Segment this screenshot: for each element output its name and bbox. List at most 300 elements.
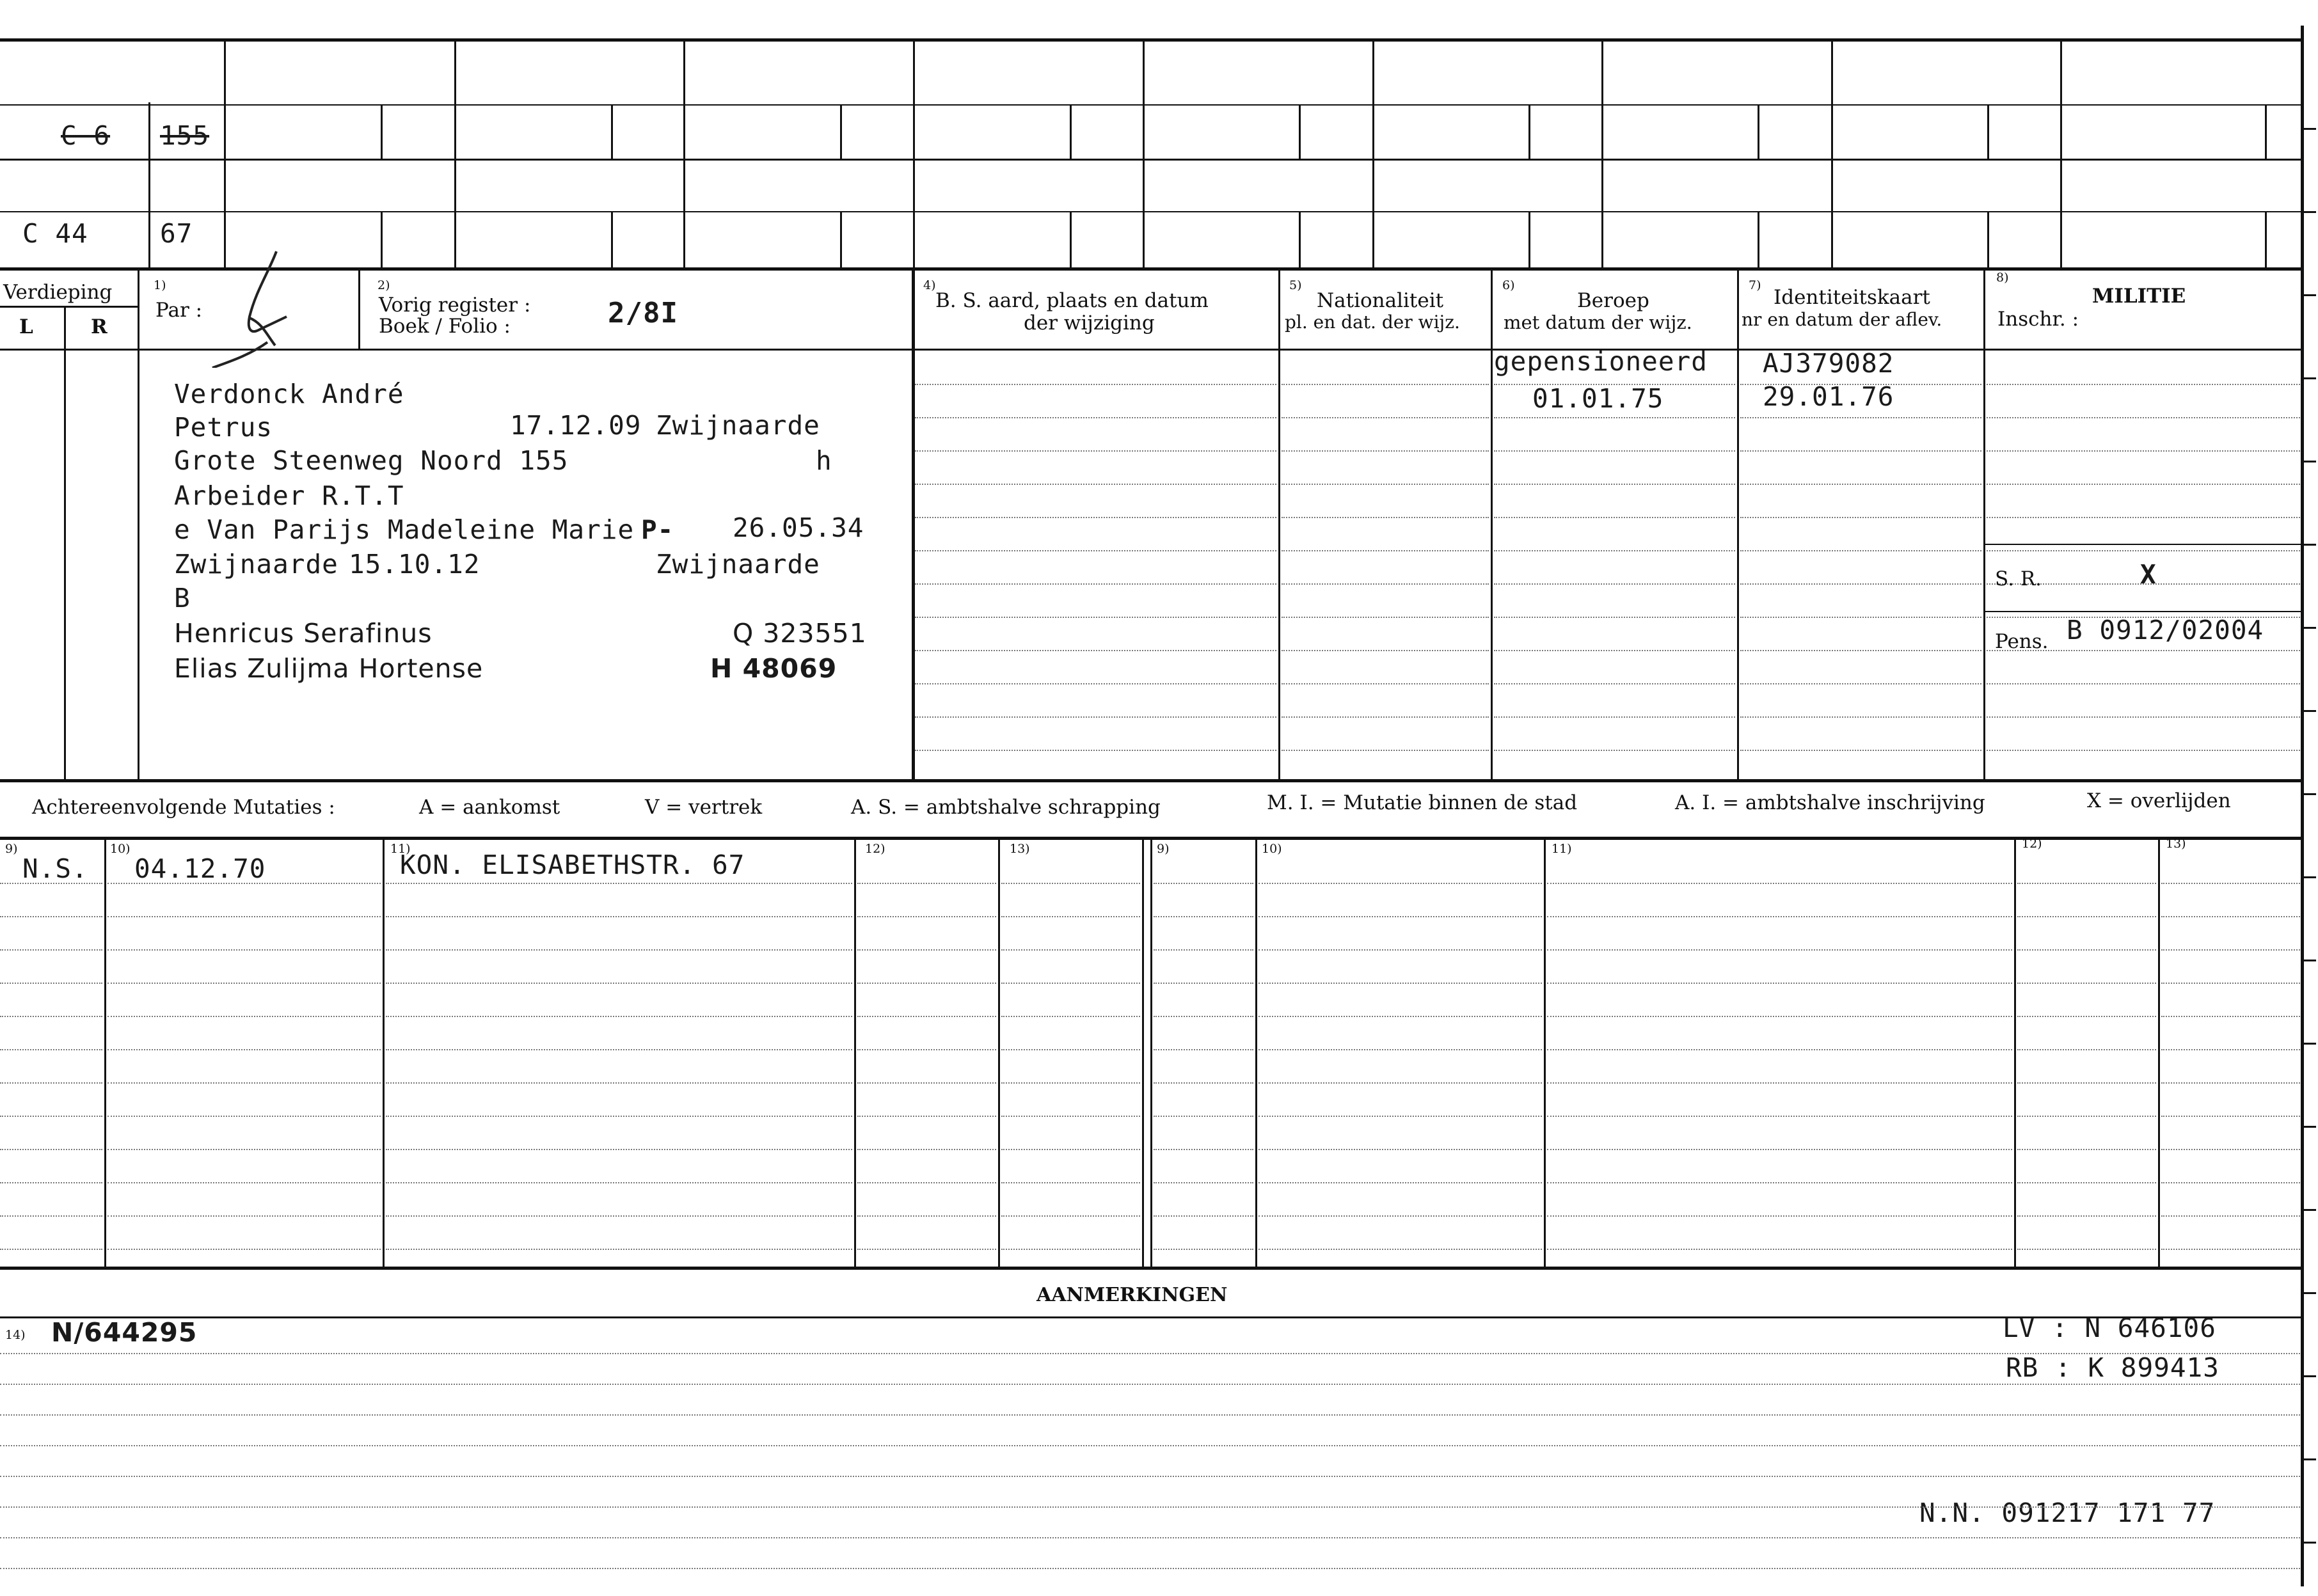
- grid-line: [0, 349, 2303, 351]
- ruling-line: [0, 1149, 102, 1150]
- grid-line: [224, 38, 226, 269]
- ruling-line: [1282, 617, 1489, 618]
- grid-line: [138, 269, 139, 780]
- ruling-line: [2161, 1249, 2300, 1250]
- edge-tick: [2302, 627, 2316, 629]
- ruling-line: [1494, 617, 1735, 618]
- ruling-line: [107, 883, 381, 884]
- ruling-line: [0, 916, 102, 917]
- ruling-line: [915, 484, 1276, 485]
- ruling-line: [0, 1353, 2300, 1354]
- ruling-line: [1001, 1182, 1140, 1183]
- grid-line: [0, 38, 2303, 42]
- ruling-line: [1494, 484, 1735, 485]
- sr-label: S. R.: [1995, 567, 2042, 590]
- edge-tick: [2302, 960, 2316, 961]
- verdieping-l: L: [19, 315, 33, 338]
- ruling-line: [1987, 716, 2300, 718]
- nat-header-line1: Nationaliteit: [1317, 289, 1444, 312]
- edge-tick: [2302, 1542, 2316, 1544]
- ruling-line: [1154, 1182, 1253, 1183]
- ruling-line: [1740, 417, 1981, 418]
- id-header-line2: nr en datum der aflev.: [1742, 309, 1942, 330]
- ruling-line: [1987, 517, 2300, 518]
- ruling-line: [1154, 883, 1253, 884]
- col-12b-label: 12): [2022, 837, 2042, 851]
- ruling-line: [2017, 1249, 2156, 1250]
- ruling-line: [1547, 1016, 2012, 1017]
- edge-tick: [2302, 710, 2316, 712]
- ruling-line: [1740, 617, 1981, 618]
- grid-line: [381, 211, 383, 267]
- grid-line: [854, 838, 856, 1270]
- ruling-line: [1740, 750, 1981, 751]
- ruling-line: [386, 983, 852, 984]
- grid-line: [2060, 38, 2062, 269]
- edge-tick: [2302, 876, 2316, 878]
- beroep-value: gepensioneerd: [1494, 346, 1708, 377]
- grid-line: [1983, 611, 2303, 612]
- ruling-line: [857, 883, 996, 884]
- ruling-line: [1154, 1016, 1253, 1017]
- edge-tick: [2302, 1043, 2316, 1045]
- ruling-line: [1494, 583, 1735, 585]
- ruling-line: [1258, 883, 1542, 884]
- ruling-line: [1258, 1049, 1542, 1050]
- mother-name: Elias Zulijma Hortense: [174, 653, 484, 684]
- ruling-line: [386, 1249, 852, 1250]
- col-9b-label: 9): [1157, 842, 1170, 856]
- ruling-line: [1987, 384, 2300, 385]
- ruling-line: [857, 1049, 996, 1050]
- ruling-line: [107, 983, 381, 984]
- ruling-line: [0, 1016, 102, 1017]
- edge-tick: [2302, 211, 2316, 213]
- grid-line: [0, 211, 2303, 212]
- ruling-line: [1494, 417, 1735, 418]
- ruling-line: [1740, 550, 1981, 551]
- grid-line: [104, 838, 106, 1270]
- ruling-line: [1547, 1149, 2012, 1150]
- ruling-line: [1258, 1116, 1542, 1117]
- ruling-line: [1494, 517, 1735, 518]
- ruling-line: [2161, 1215, 2300, 1217]
- grid-line: [1150, 838, 1152, 1270]
- ruling-line: [386, 1082, 852, 1084]
- ruling-line: [0, 1445, 2300, 1446]
- ruling-line: [1494, 650, 1735, 651]
- person-firstname: Petrus: [174, 412, 273, 443]
- ruling-line: [915, 650, 1276, 651]
- edge-tick: [2302, 1458, 2316, 1460]
- ruling-line: [857, 1082, 996, 1084]
- grid-line: [454, 38, 456, 269]
- ruling-line: [1740, 650, 1981, 651]
- ruling-line: [2161, 1116, 2300, 1117]
- grid-line: [0, 267, 2303, 271]
- ruling-line: [1154, 1082, 1253, 1084]
- grid-line: [0, 1267, 2303, 1270]
- ruling-line: [1740, 583, 1981, 585]
- aanmerkingen-value: N/644295: [51, 1317, 198, 1348]
- pens-value: B 0912/02004: [2067, 615, 2264, 645]
- ruling-line: [386, 1215, 852, 1217]
- legend-overlijden: X = overlijden: [2087, 789, 2231, 812]
- ruling-line: [1001, 1016, 1140, 1017]
- grid-line: [1372, 38, 1374, 269]
- ruling-line: [1258, 1016, 1542, 1017]
- ruling-line: [1258, 983, 1542, 984]
- ruling-line: [0, 1384, 2300, 1385]
- aanmerkingen-title: AANMERKINGEN: [1036, 1284, 1228, 1306]
- spouse-birth-date: 26.05.34: [733, 512, 864, 543]
- ruling-line: [2017, 916, 2156, 917]
- ruling-line: [107, 916, 381, 917]
- ruling-line: [857, 983, 996, 984]
- grid-line: [1983, 544, 2303, 545]
- ruling-line: [2161, 983, 2300, 984]
- ruling-line: [1987, 450, 2300, 452]
- card-edge: [2301, 26, 2304, 1586]
- grid-line: [1142, 838, 1144, 1270]
- ruling-line: [1740, 484, 1981, 485]
- father-name: Henricus Serafinus: [174, 618, 433, 649]
- ruling-line: [2017, 1149, 2156, 1150]
- grid-line: [840, 104, 842, 159]
- ruling-line: [915, 716, 1276, 718]
- ruling-line: [2161, 949, 2300, 951]
- identity-card-date: 29.01.76: [1763, 381, 1894, 412]
- ruling-line: [1547, 1116, 2012, 1117]
- grid-line: [1737, 269, 1739, 780]
- rb-number: RB : K 899413: [2006, 1352, 2219, 1383]
- ruling-line: [915, 417, 1276, 418]
- person-address: Grote Steenweg Noord 155: [174, 445, 569, 476]
- legend-mutatie-stad: M. I. = Mutatie binnen de stad: [1267, 791, 1578, 814]
- ruling-line: [0, 1049, 102, 1050]
- ruling-line: [0, 949, 102, 951]
- mutaties-title: Achtereenvolgende Mutaties :: [32, 796, 335, 819]
- ruling-line: [1258, 1082, 1542, 1084]
- col-13-label: 13): [1010, 842, 1030, 856]
- edge-tick: [2302, 1126, 2316, 1128]
- grid-line: [840, 211, 842, 267]
- edge-tick: [2302, 1292, 2316, 1294]
- edge-tick: [2302, 377, 2316, 379]
- ruling-line: [1547, 1049, 2012, 1050]
- ruling-line: [1547, 1215, 2012, 1217]
- ruling-line: [1154, 983, 1253, 984]
- col-13b-label: 13): [2166, 837, 2186, 851]
- grid-line: [64, 306, 66, 779]
- ruling-line: [1282, 484, 1489, 485]
- ruling-line: [915, 750, 1276, 751]
- spouse-birth-place: Zwijnaarde: [174, 549, 338, 580]
- col-12-label: 12): [865, 842, 885, 856]
- ruling-line: [386, 916, 852, 917]
- ruling-line: [2161, 1082, 2300, 1084]
- par-number: 1): [154, 278, 166, 292]
- ruling-line: [386, 1149, 852, 1150]
- ruling-line: [1282, 583, 1489, 585]
- ruling-line: [107, 1082, 381, 1084]
- ruling-line: [1001, 1215, 1140, 1217]
- ruling-line: [1282, 384, 1489, 385]
- bs-header-line2: der wijziging: [1024, 312, 1155, 335]
- col-11-label: 11): [390, 842, 411, 856]
- col-11b-label: 11): [1552, 842, 1572, 856]
- ruling-line: [2161, 1182, 2300, 1183]
- ruling-line: [915, 550, 1276, 551]
- bs-header-line1: B. S. aard, plaats en datum: [935, 289, 1209, 312]
- ruling-line: [386, 1116, 852, 1117]
- spouse-birth-date2: 15.10.12: [349, 549, 480, 580]
- grid-line: [1987, 211, 1989, 267]
- ruling-line: [2161, 1149, 2300, 1150]
- lv-number: LV : N 646106: [2003, 1313, 2216, 1343]
- ruling-line: [0, 883, 102, 884]
- person-name: Verdonck André: [174, 379, 404, 409]
- ruling-line: [1987, 417, 2300, 418]
- ruling-line: [1154, 1149, 1253, 1150]
- person-birth-date: 17.12.09: [510, 410, 642, 441]
- ruling-line: [0, 1568, 2300, 1569]
- ruling-line: [107, 949, 381, 951]
- ruling-line: [1740, 716, 1981, 718]
- ruling-line: [2017, 1116, 2156, 1117]
- ruling-line: [1494, 450, 1735, 452]
- ruling-line: [0, 1215, 102, 1217]
- grid-line: [383, 838, 385, 1270]
- nat-number: 5): [1289, 278, 1302, 292]
- ruling-line: [1740, 450, 1981, 452]
- grid-line: [0, 1316, 2303, 1318]
- grid-line: [1491, 269, 1493, 780]
- ruling-line: [915, 617, 1276, 618]
- spouse-mark: P-: [641, 514, 674, 545]
- ruling-line: [1740, 517, 1981, 518]
- grid-line: [148, 102, 150, 269]
- ruling-line: [2161, 1016, 2300, 1017]
- beroep-header-line1: Beroep: [1577, 289, 1649, 312]
- militie-header: MILITIE: [2092, 285, 2186, 308]
- ruling-line: [1282, 650, 1489, 651]
- ruling-line: [386, 1016, 852, 1017]
- ruling-line: [1001, 916, 1140, 917]
- beroep-date: 01.01.75: [1532, 383, 1664, 414]
- ruling-line: [1987, 550, 2300, 551]
- ruling-line: [2017, 983, 2156, 984]
- ruling-line: [386, 883, 852, 884]
- grid-line: [358, 269, 360, 349]
- vorig-number: 2): [377, 278, 390, 292]
- ruling-line: [1154, 1215, 1253, 1217]
- ruling-line: [1282, 683, 1489, 684]
- ruling-line: [0, 1476, 2300, 1477]
- ruling-line: [0, 983, 102, 984]
- sr-value: X: [2140, 559, 2157, 590]
- grid-line: [1299, 104, 1301, 159]
- ruling-line: [1547, 949, 2012, 951]
- ruling-line: [1987, 484, 2300, 485]
- ruling-line: [1282, 417, 1489, 418]
- ruling-line: [1258, 916, 1542, 917]
- grid-line: [1143, 38, 1145, 269]
- grid-line: [2265, 104, 2267, 159]
- ruling-line: [386, 949, 852, 951]
- person-occupation: Arbeider R.T.T: [174, 480, 404, 511]
- person-birth-place: Zwijnaarde: [656, 410, 820, 441]
- ruling-line: [1987, 683, 2300, 684]
- mutatie-date: 04.12.70: [134, 853, 266, 884]
- legend-vertrek: V = vertrek: [645, 796, 763, 819]
- par-handwritten-mark: [205, 246, 307, 368]
- ruling-line: [107, 1016, 381, 1017]
- ruling-line: [2017, 1016, 2156, 1017]
- ruling-line: [1001, 1049, 1140, 1050]
- ruling-line: [107, 1049, 381, 1050]
- grid-line: [2014, 838, 2016, 1270]
- ruling-line: [857, 949, 996, 951]
- old-parcel-number: 155: [160, 120, 210, 151]
- ruling-line: [1258, 949, 1542, 951]
- bs-number: 4): [923, 278, 936, 292]
- ruling-line: [2161, 883, 2300, 884]
- ruling-line: [1001, 983, 1140, 984]
- ruling-line: [2017, 1082, 2156, 1084]
- grid-line: [1758, 211, 1759, 267]
- ruling-line: [915, 384, 1276, 385]
- ruling-line: [857, 1149, 996, 1150]
- ruling-line: [1494, 683, 1735, 684]
- father-code: Q 323551: [733, 618, 867, 649]
- ruling-line: [1154, 949, 1253, 951]
- grid-line: [1528, 104, 1530, 159]
- ruling-line: [1001, 883, 1140, 884]
- ruling-line: [1494, 716, 1735, 718]
- ruling-line: [857, 1249, 996, 1250]
- grid-line: [0, 779, 2303, 782]
- ruling-line: [0, 1249, 102, 1250]
- edge-tick: [2302, 294, 2316, 296]
- mutatie-code: N.S.: [22, 853, 88, 884]
- ruling-line: [1282, 450, 1489, 452]
- militie-number: 8): [1996, 271, 2009, 285]
- ruling-line: [915, 450, 1276, 452]
- parcel-number: 67: [160, 218, 193, 249]
- ruling-line: [0, 1506, 2300, 1508]
- ruling-line: [107, 1149, 381, 1150]
- mother-code: H 48069: [710, 653, 837, 684]
- ruling-line: [857, 916, 996, 917]
- ruling-line: [1494, 550, 1735, 551]
- identity-card-number: AJ379082: [1763, 348, 1894, 379]
- grid-line: [1255, 838, 1257, 1270]
- ruling-line: [1547, 1249, 2012, 1250]
- grid-line: [998, 838, 1000, 1270]
- section-code: C 44: [22, 218, 88, 249]
- ruling-line: [2017, 1049, 2156, 1050]
- spouse-place2: Zwijnaarde: [656, 549, 820, 580]
- col-10-label: 10): [110, 842, 131, 856]
- nn-number: N.N. 091217 171 77: [1919, 1497, 2216, 1528]
- aanmerkingen-number: 14): [5, 1328, 26, 1342]
- ruling-line: [1547, 883, 2012, 884]
- grid-line: [683, 38, 685, 269]
- beroep-number: 6): [1502, 278, 1515, 292]
- mutatie-address: KON. ELISABETHSTR. 67: [400, 849, 745, 880]
- ruling-line: [1154, 916, 1253, 917]
- spouse-name: e Van Parijs Madeleine Marie: [174, 514, 635, 545]
- id-header-line1: Identiteitskaart: [1774, 286, 1930, 309]
- grid-line: [0, 306, 138, 308]
- ruling-line: [1740, 683, 1981, 684]
- par-label: Par :: [155, 299, 203, 322]
- ruling-line: [0, 1182, 102, 1183]
- ruling-line: [1154, 1116, 1253, 1117]
- nat-header-line2: pl. en dat. der wijz.: [1285, 312, 1460, 333]
- ruling-line: [1258, 1249, 1542, 1250]
- ruling-line: [1494, 750, 1735, 751]
- ruling-line: [915, 517, 1276, 518]
- ruling-line: [1258, 1149, 1542, 1150]
- ruling-line: [1001, 949, 1140, 951]
- grid-line: [1758, 104, 1759, 159]
- grid-line: [1070, 211, 1072, 267]
- beroep-header-line2: met datum der wijz.: [1504, 312, 1692, 333]
- edge-tick: [2302, 793, 2316, 795]
- legend-ambtshalve-inschrijving: A. I. = ambtshalve inschrijving: [1675, 791, 1985, 814]
- ruling-line: [915, 683, 1276, 684]
- ruling-line: [1001, 1149, 1140, 1150]
- grid-line: [1983, 269, 1985, 780]
- legend-aankomst: A = aankomst: [419, 796, 560, 819]
- grid-line: [1601, 38, 1603, 269]
- ruling-line: [857, 1182, 996, 1183]
- grid-line: [1278, 269, 1280, 780]
- verdieping-r: R: [91, 315, 107, 338]
- ruling-line: [107, 1116, 381, 1117]
- ruling-line: [1987, 750, 2300, 751]
- ruling-line: [915, 583, 1276, 585]
- ruling-line: [1154, 1249, 1253, 1250]
- inschr-label: Inschr. :: [1997, 308, 2079, 331]
- grid-line: [611, 104, 613, 159]
- ruling-line: [107, 1215, 381, 1217]
- ruling-line: [1001, 1116, 1140, 1117]
- grid-line: [1528, 211, 1530, 267]
- vorig-register-label: Vorig register :: [379, 294, 531, 317]
- grid-line: [912, 269, 915, 780]
- ruling-line: [857, 1215, 996, 1217]
- grid-line: [0, 159, 2303, 161]
- col-9-label: 9): [5, 842, 18, 856]
- edge-tick: [2302, 544, 2316, 546]
- edge-tick: [2302, 461, 2316, 462]
- ruling-line: [1547, 983, 2012, 984]
- grid-line: [1831, 38, 1833, 269]
- id-number: 7): [1749, 278, 1761, 292]
- grid-line: [1544, 838, 1546, 1270]
- edge-tick: [2302, 1209, 2316, 1211]
- ruling-line: [1001, 1249, 1140, 1250]
- old-section-code: C 6: [61, 120, 111, 151]
- person-address-mark: h: [816, 445, 832, 476]
- ruling-line: [2161, 916, 2300, 917]
- ruling-line: [107, 1249, 381, 1250]
- grid-line: [2265, 211, 2267, 267]
- grid-line: [1987, 104, 1989, 159]
